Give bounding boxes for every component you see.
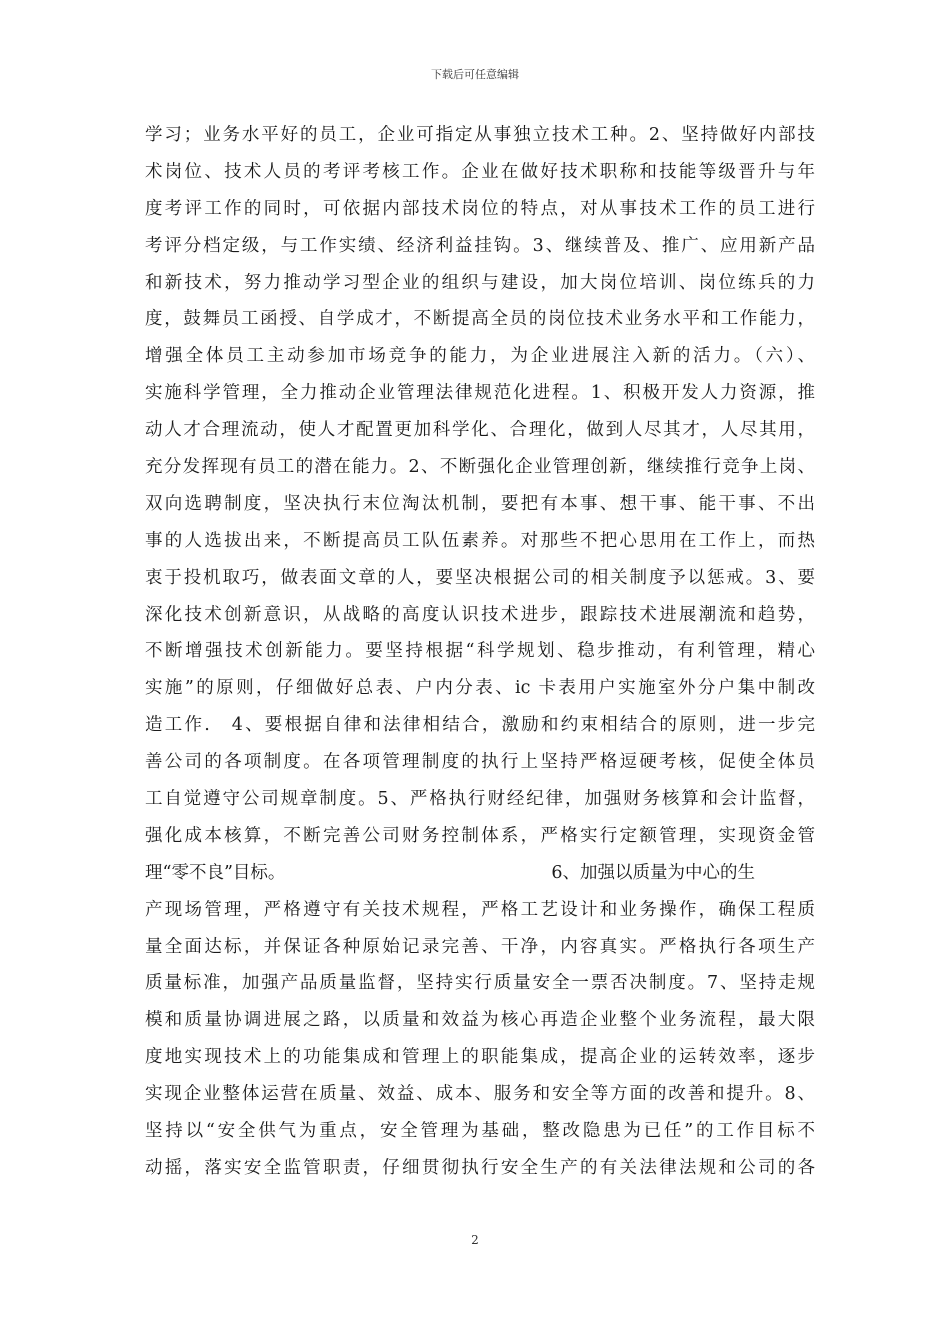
text-line: 学习；业务水平好的员工，企业可指定从事独立技术工种。2、坚持做好内部技 <box>145 125 815 145</box>
text-line: 动摇，落实安全监管职责，仔细贯彻执行安全生产的有关法律法规和公司的各 <box>145 1157 815 1178</box>
text-line: 度地实现技术上的功能集成和管理上的职能集成，提高企业的运转效率，逐步 <box>145 1047 815 1068</box>
text-line-right: 6、加强以质量为中心的生 <box>551 862 756 883</box>
text-line: 充分发挥现有员工的潜在能力。2、不断强化企业管理创新，继续推行竞争上岗、 <box>145 457 815 478</box>
text-line: 动人才合理流动，使人才配置更加科学化、合理化，做到人尽其才，人尽其用， <box>145 420 815 441</box>
text-line-left: 理“零不良”目标。 <box>145 862 286 883</box>
text-line: 工自觉遵守公司规章制度。5、严格执行财经纪律，加强财务核算和会计监督， <box>145 789 815 810</box>
text-line: 质量标准，加强产品质量监督，坚持实行质量安全一票否决制度。7、坚持走规 <box>145 973 815 994</box>
text-line: 模和质量协调进展之路，以质量和效益为核心再造企业整个业务流程，最大限 <box>145 1010 815 1031</box>
text-line: 双向选聘制度，坚决执行末位淘汰机制，要把有本事、想干事、能干事、不出 <box>145 493 815 514</box>
page-number: 2 <box>471 1233 479 1247</box>
text-line: 考评分档定级，与工作实绩、经济利益挂钩。3、继续普及、推广、应用新产品 <box>145 235 815 256</box>
text-line: 善公司的各项制度。在各项管理制度的执行上坚持严格逗硬考核，促使全体员 <box>145 752 815 773</box>
text-line: 增强全体员工主动参加市场竞争的能力，为企业进展注入新的活力。（六）、 <box>145 346 815 367</box>
text-line: 不断增强技术创新能力。要坚持根据“科学规划、稳步推动，有利管理，精心 <box>145 641 815 662</box>
text-line: 造工作. 4、要根据自律和法律相结合，激励和约束相结合的原则，进一步完 <box>145 715 815 736</box>
text-line: 实施科学管理，全力推动企业管理法律规范化进程。1、积极开发人力资源，推 <box>145 383 815 404</box>
text-line: 和新技术，努力推动学习型企业的组织与建设，加大岗位培训、岗位练兵的力 <box>145 272 815 293</box>
text-line: 坚持以“安全供气为重点，安全管理为基础，整改隐患为已任”的工作目标不 <box>145 1121 815 1142</box>
text-line: 实施”的原则，仔细做好总表、户内分表、ic 卡表用户实施室外分户集中制改 <box>145 678 815 699</box>
text-line: 强化成本核算，不断完善公司财务控制体系，严格实行定额管理，实现资金管 <box>145 825 815 846</box>
text-line: 量全面达标，并保证各种原始记录完善、干净，内容真实。严格执行各项生产 <box>145 936 815 957</box>
text-line: 事的人选拔出来，不断提高员工队伍素养。对那些不把心思用在工作上，而热 <box>145 530 815 551</box>
text-line: 衷于投机取巧，做表面文章的人，要坚决根据公司的相关制度予以惩戒。3、要 <box>145 567 815 588</box>
text-line-split <box>145 855 815 892</box>
document-body <box>145 117 815 1187</box>
text-line: 深化技术创新意识，从战略的高度认识技术进步，跟踪技术进展潮流和趋势， <box>145 604 815 625</box>
text-line: 产现场管理，严格遵守有关技术规程，严格工艺设计和业务操作，确保工程质 <box>145 899 815 920</box>
text-line: 术岗位、技术人员的考评考核工作。企业在做好技术职称和技能等级晋升与年 <box>145 161 815 182</box>
text-line: 实现企业整体运营在质量、效益、成本、服务和安全等方面的改善和提升。8、 <box>145 1084 815 1105</box>
text-line: 度，鼓舞员工函授、自学成才，不断提高全员的岗位技术业务水平和工作能力， <box>145 309 815 330</box>
text-line: 度考评工作的同时，可依据内部技术岗位的特点，对从事技术工作的员工进行 <box>145 198 815 219</box>
page-header: 下载后可任意编辑 <box>431 68 519 81</box>
